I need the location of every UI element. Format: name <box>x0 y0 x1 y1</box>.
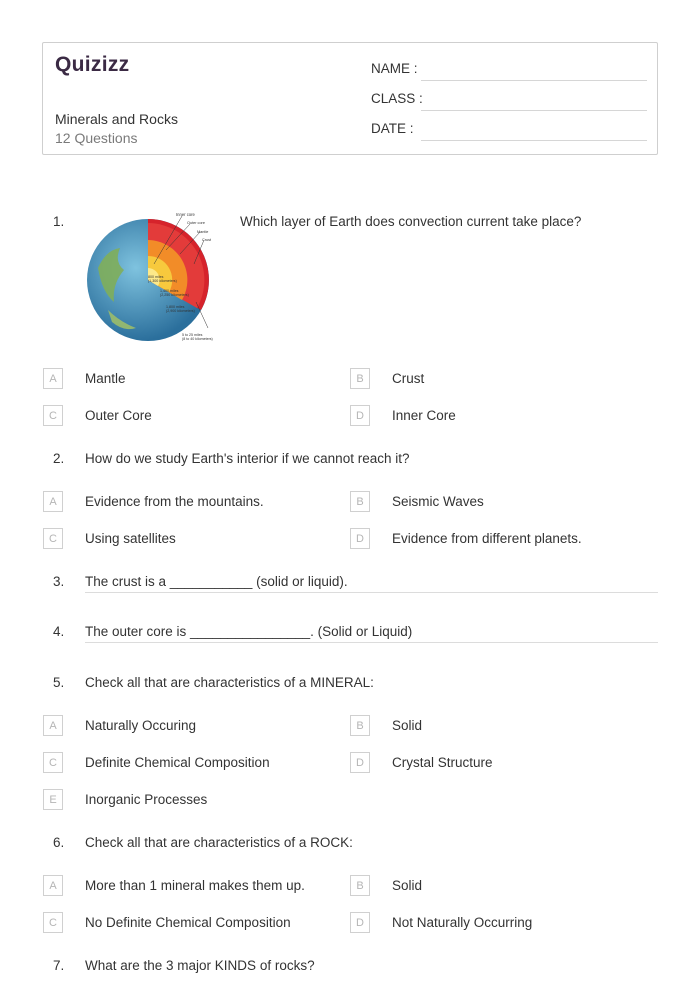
option-letter: A <box>43 491 63 512</box>
option-letter: B <box>350 491 370 512</box>
option-text: Crust <box>392 371 425 386</box>
option-text: Naturally Occuring <box>85 718 197 733</box>
option-letter: B <box>350 715 370 736</box>
label-crust: Crust <box>202 238 212 242</box>
option-text: Inner Core <box>392 408 456 423</box>
label-1800-miles: 1,800 miles <box>166 305 185 309</box>
label-8-40-km: (8 to 40 kilometers) <box>182 337 213 341</box>
option-letter: B <box>350 368 370 389</box>
question-count: 12 Questions <box>55 130 138 146</box>
option-letter: D <box>350 405 370 426</box>
class-label: CLASS : <box>371 91 423 106</box>
option-text: Seismic Waves <box>392 494 484 509</box>
option-text: Outer Core <box>85 408 152 423</box>
name-line <box>421 80 647 81</box>
label-inner-core: Inner core <box>176 212 195 217</box>
question-6-number: 6. <box>53 835 65 850</box>
option-letter: D <box>350 528 370 549</box>
label-outer-core: Outer core <box>187 221 205 225</box>
option-text: More than 1 mineral makes them up. <box>85 878 305 893</box>
class-field[interactable] <box>371 89 647 111</box>
label-1400-miles: 1,400 miles <box>160 289 179 293</box>
option-letter: D <box>350 912 370 933</box>
earth-layers-image <box>84 210 230 346</box>
label-2900-km: (2,900 kilometers) <box>166 309 195 313</box>
option-text: Crystal Structure <box>392 755 493 770</box>
label-1300-km: (1,300 kilometers) <box>148 279 177 283</box>
option-letter: A <box>43 715 63 736</box>
option-text: Solid <box>392 878 423 893</box>
question-4-number: 4. <box>53 624 65 639</box>
worksheet-title: Minerals and Rocks <box>55 111 178 127</box>
question-7-text: What are the 3 major KINDS of rocks? <box>85 958 315 973</box>
label-2250-km: (2,250 kilometers) <box>160 293 189 297</box>
option-letter: C <box>43 528 63 549</box>
option-letter: B <box>350 875 370 896</box>
date-line <box>421 140 647 141</box>
option-letter: E <box>43 789 63 810</box>
question-5-number: 5. <box>53 675 65 690</box>
option-text: Definite Chemical Composition <box>85 755 270 770</box>
option-text: Evidence from different planets. <box>392 531 582 546</box>
question-3-text[interactable]: The crust is a ___________ (solid or liquid). <box>85 574 658 593</box>
date-field[interactable] <box>371 119 647 141</box>
option-text: Solid <box>392 718 423 733</box>
label-mantle: Mantle <box>197 230 209 234</box>
label-800-miles: 800 miles <box>148 275 164 279</box>
question-4-text[interactable]: The outer core is ________________. (Solid or Liquid) <box>85 624 658 643</box>
option-text: No Definite Chemical Composition <box>85 915 291 930</box>
option-letter: C <box>43 912 63 933</box>
option-letter: D <box>350 752 370 773</box>
question-1-text: Which layer of Earth does convection current take place? <box>240 214 582 229</box>
option-letter: A <box>43 368 63 389</box>
question-2-text: How do we study Earth's interior if we cannot reach it? <box>85 451 410 466</box>
option-text: Inorganic Processes <box>85 792 208 807</box>
option-text: Using satellites <box>85 531 176 546</box>
question-7-number: 7. <box>53 958 65 973</box>
name-field[interactable] <box>371 59 647 81</box>
question-2-number: 2. <box>53 451 65 466</box>
class-line <box>421 110 647 111</box>
option-letter: C <box>43 405 63 426</box>
question-1-number: 1. <box>53 214 65 229</box>
question-3-number: 3. <box>53 574 65 589</box>
name-label: NAME : <box>371 61 418 76</box>
option-letter: A <box>43 875 63 896</box>
question-5-text: Check all that are characteristics of a MINERAL: <box>85 675 374 690</box>
option-text: Mantle <box>85 371 126 386</box>
quizizz-logo: Quizizz <box>55 53 130 76</box>
worksheet-header <box>42 42 658 155</box>
option-text: Evidence from the mountains. <box>85 494 264 509</box>
question-6-text: Check all that are characteristics of a ROCK: <box>85 835 353 850</box>
date-label: DATE : <box>371 121 414 136</box>
option-letter: C <box>43 752 63 773</box>
label-5-25-miles: 5 to 25 miles <box>182 333 203 337</box>
option-text: Not Naturally Occurring <box>392 915 533 930</box>
